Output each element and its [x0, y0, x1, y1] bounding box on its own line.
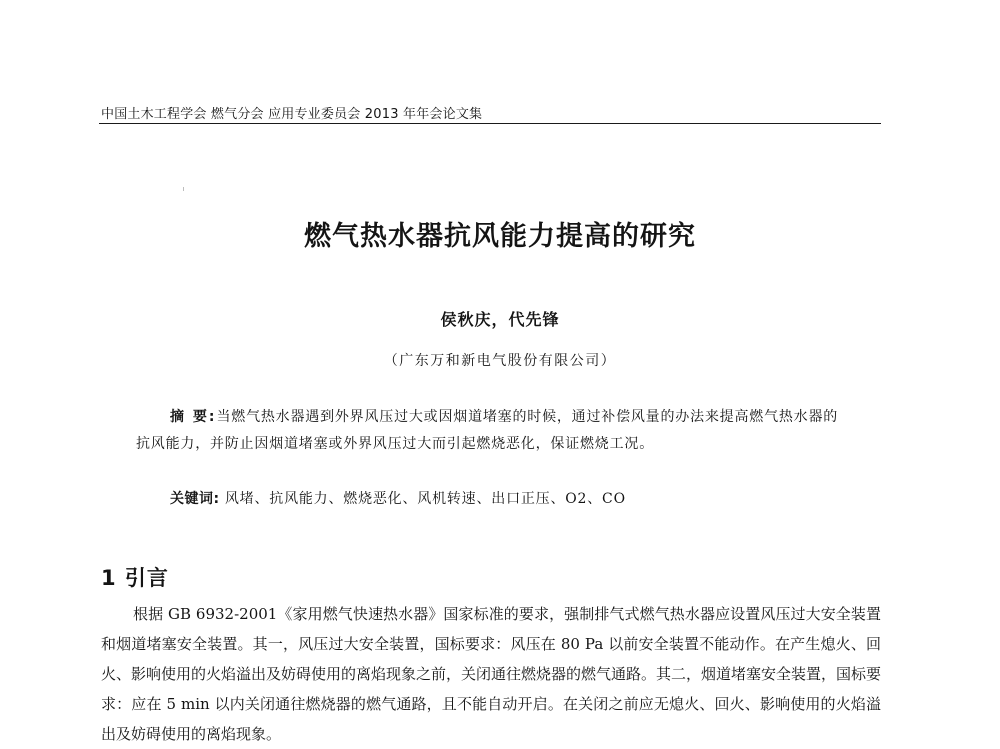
affiliation: （广东万和新电气股份有限公司）	[383, 353, 617, 369]
keywords	[170, 488, 626, 508]
abstract-text: 当燃气热水器遇到外界风压过大或因烟道堵塞的时候，通过补偿风量的办法来提高燃气热水器的抗风能力，并防止因烟道堵塞或外界风压过大而引起燃烧恶化，保证燃烧工况。	[136, 409, 839, 452]
running-header: 中国土木工程学会 燃气分会 应用专业委员会 2013 年年会论文集	[101, 107, 483, 122]
keywords-label: 关键词:	[170, 491, 220, 507]
header-rule	[99, 123, 881, 124]
scan-mark	[183, 187, 184, 191]
authors: 侯秋庆，代先锋	[440, 310, 560, 329]
section-paragraph: 根据 GB 6932-2001《家用燃气快速热水器》国家标准的要求，强制排气式燃气热水器应设置风压过大安全装置和烟道堵塞安全装置。其一，风压过大安全装置，国标要求：风压在 80 Pa 以前安全装置不能动作。在产生熄火、回火、影响使用的火焰溢出及妨碍使用的离焰现象之前，关闭通往燃烧器的燃气通路。其二，烟道堵塞安全装置，国标要求：应在 5 min 以内关闭通往燃烧器的燃气通路，且不能自动开启。在关闭之前应无熄火、回火、影响使用的火焰溢出及妨碍使用的离焰现象。	[101, 605, 882, 743]
abstract-label: 摘 要:	[170, 409, 217, 425]
keywords-text: 风堵、抗风能力、燃烧恶化、风机转速、出口正压、O2、CO	[224, 491, 626, 507]
abstract	[136, 404, 848, 458]
paper-title: 燃气热水器抗风能力提高的研究	[304, 221, 696, 252]
section-heading: 1 引言	[101, 566, 169, 590]
